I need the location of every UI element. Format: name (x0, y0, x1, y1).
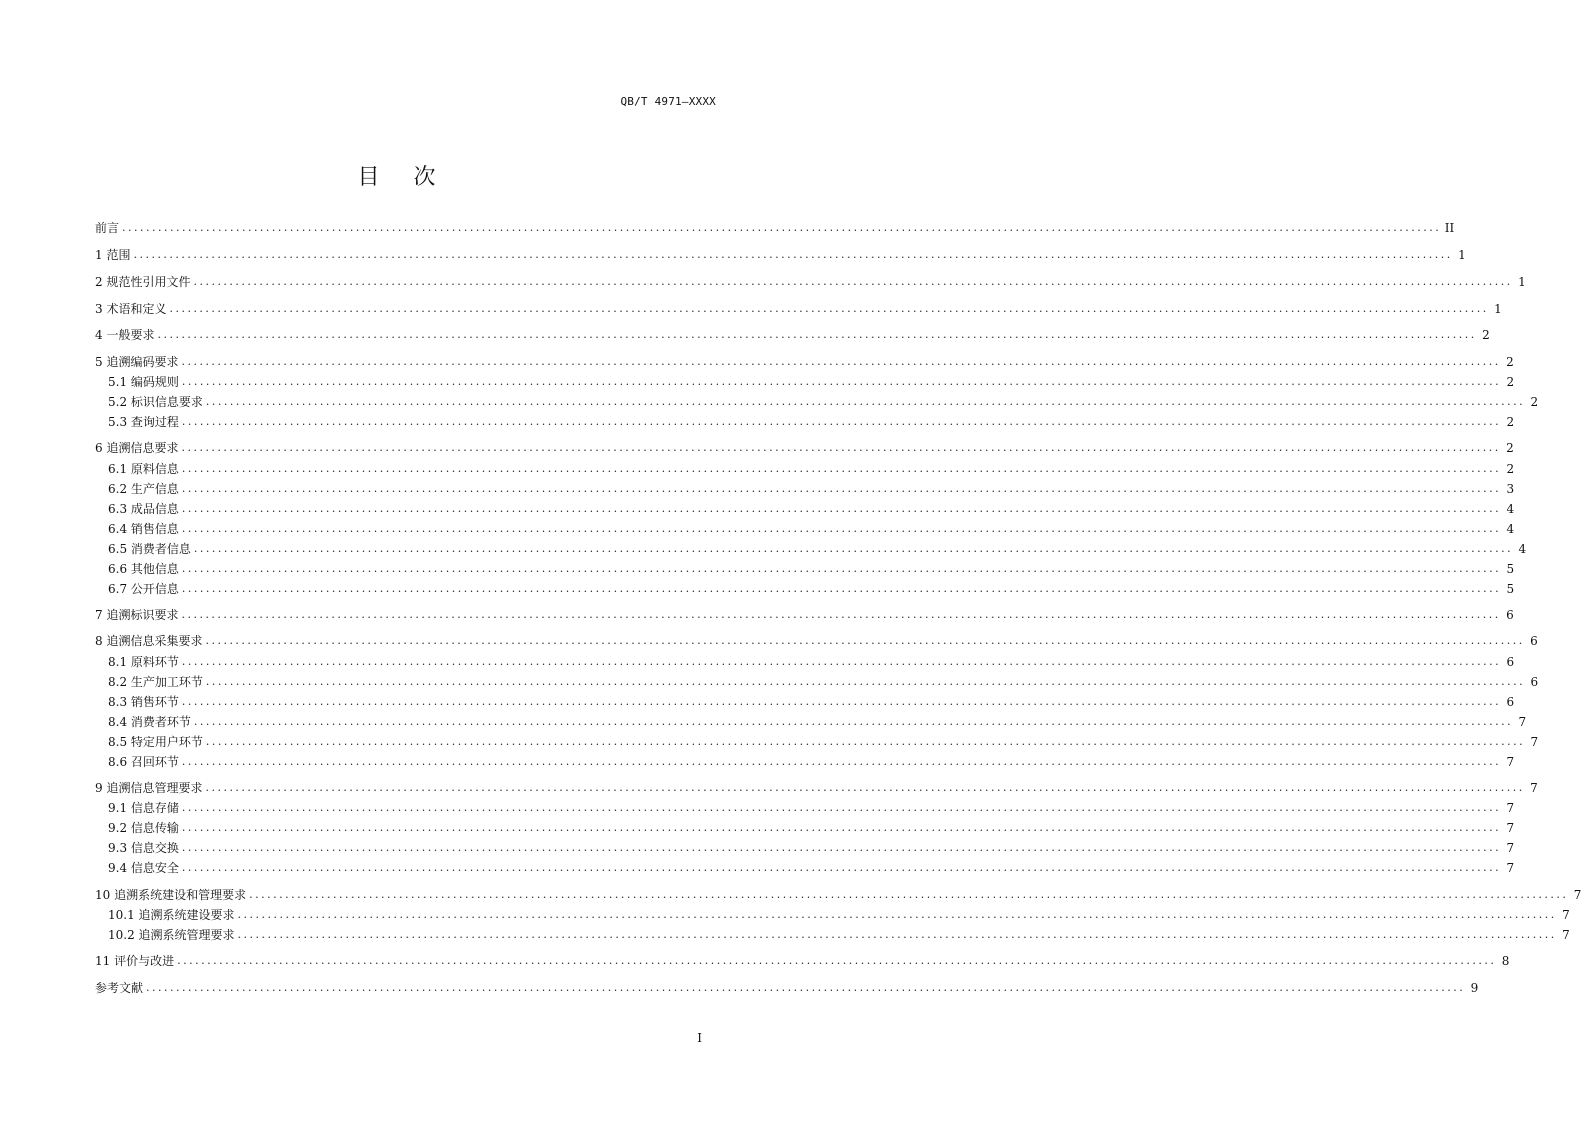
toc-subentry[interactable] (95, 818, 1515, 838)
dot-leader: ............................................................................................................................................................................................................................ (205, 675, 1526, 688)
toc-subentry[interactable] (95, 499, 1515, 519)
toc-entry-label: 6.6 其他信息 (108, 562, 179, 576)
toc-entry-page: 2 (1506, 355, 1514, 369)
toc-entry-label: 9.2 信息传输 (108, 821, 179, 835)
dot-leader: ............................................................................................................................................................................................................................ (181, 841, 1502, 854)
dot-leader: ............................................................................................................................................................................................................................ (193, 275, 1513, 288)
toc-entry-page: 6 (1506, 655, 1515, 669)
dot-leader: ............................................................................................................................................................................................................................ (237, 908, 1557, 921)
toc-entry-page: 6 (1506, 695, 1515, 709)
dot-leader: ............................................................................................................................................................................................................................ (181, 502, 1502, 515)
toc-subentry[interactable] (95, 559, 1515, 579)
toc-entry-page: 7 (1506, 861, 1515, 875)
toc-subentry[interactable] (95, 925, 1570, 945)
toc-entry-label: 10.2 追溯系统管理要求 (108, 928, 235, 942)
toc-entry-label: 6 追溯信息要求 (95, 441, 179, 455)
dot-leader: ............................................................................................................................................................................................................................ (181, 861, 1502, 874)
toc-entry-label: 5.3 查询过程 (108, 415, 179, 429)
toc-entry-page: 8 (1501, 954, 1510, 968)
toc-entry-label: 参考文献 (95, 981, 144, 995)
toc-entry-page: 5 (1506, 582, 1515, 596)
toc-entry-label: 8.5 特定用户环节 (108, 735, 203, 749)
dot-leader: ............................................................................................................................................................................................................................ (181, 482, 1502, 495)
toc-subentry[interactable] (95, 479, 1515, 499)
toc-subentry[interactable] (95, 372, 1515, 392)
page-number: I (697, 1031, 702, 1045)
dot-leader: ............................................................................................................................................................................................................................ (181, 441, 1501, 454)
toc-entry-page: 1 (1494, 302, 1502, 316)
toc-entry-page: 7 (1573, 888, 1581, 902)
toc-entry[interactable] (95, 438, 1514, 458)
toc-entry-label: 8.2 生产加工环节 (108, 675, 203, 689)
toc-entry-page: 6 (1506, 608, 1514, 622)
toc-entry[interactable] (95, 245, 1466, 265)
toc-entry-page: 7 (1530, 781, 1538, 795)
dot-leader: ............................................................................................................................................................................................................................ (249, 888, 1569, 901)
dot-leader: ............................................................................................................................................................................................................................ (146, 981, 1466, 994)
toc-entry[interactable] (95, 605, 1514, 625)
toc-entry[interactable] (95, 352, 1514, 372)
toc-entry-label: 8.1 原料环节 (108, 655, 179, 669)
toc-subentry[interactable] (95, 732, 1539, 752)
dot-leader: ............................................................................................................................................................................................................................ (157, 328, 1477, 341)
toc-entry-page: II (1444, 221, 1455, 235)
toc-entry-label: 9.1 信息存储 (108, 801, 179, 815)
toc-entry[interactable] (95, 325, 1490, 345)
document-code: QB/T 4971—XXXX (620, 95, 716, 108)
toc-subentry[interactable] (95, 652, 1515, 672)
toc-subentry[interactable] (95, 392, 1539, 412)
dot-leader: ............................................................................................................................................................................................................................ (193, 542, 1514, 555)
toc-subentry[interactable] (95, 459, 1515, 479)
toc-entry[interactable] (95, 885, 1581, 905)
toc-entry-page: 2 (1506, 441, 1514, 455)
dot-leader: ............................................................................................................................................................................................................................ (181, 582, 1502, 595)
toc-entry-label: 6.3 成品信息 (108, 502, 179, 516)
dot-leader: ............................................................................................................................................................................................................................ (205, 634, 1525, 647)
dot-leader: ............................................................................................................................................................................................................................ (181, 415, 1502, 428)
toc-entry-page: 6 (1530, 675, 1539, 689)
toc-entry[interactable] (95, 951, 1510, 971)
toc-entry-page: 4 (1518, 542, 1527, 556)
toc-subentry[interactable] (95, 798, 1515, 818)
toc-entry-label: 6.1 原料信息 (108, 462, 179, 476)
toc-entry-page: 2 (1506, 375, 1515, 389)
dot-leader: ............................................................................................................................................................................................................................ (169, 302, 1489, 315)
toc-subentry[interactable] (95, 539, 1527, 559)
toc-entry-label: 11 评价与改进 (95, 954, 175, 968)
dot-leader: ............................................................................................................................................................................................................................ (181, 462, 1502, 475)
dot-leader: ............................................................................................................................................................................................................................ (181, 801, 1502, 814)
toc-entry-label: 6.7 公开信息 (108, 582, 179, 596)
toc-entry-page: 4 (1506, 502, 1515, 516)
toc-entry-page: 2 (1506, 462, 1515, 476)
toc-subentry[interactable] (95, 712, 1527, 732)
toc-entry-label: 1 范围 (95, 248, 131, 262)
toc-entry-page: 7 (1506, 801, 1515, 815)
toc-entry-label: 6.4 销售信息 (108, 522, 179, 536)
toc-entry-label: 3 术语和定义 (95, 302, 167, 316)
toc-entry-page: 7 (1506, 821, 1515, 835)
toc-entry-label: 5.2 标识信息要求 (108, 395, 203, 409)
dot-leader: ............................................................................................................................................................................................................................ (133, 248, 1453, 261)
toc-entry-page: 6 (1530, 634, 1538, 648)
toc-entry-label: 10 追溯系统建设和管理要求 (95, 888, 247, 902)
toc-entry-label: 6.2 生产信息 (108, 482, 179, 496)
toc-entry-label: 8.3 销售环节 (108, 695, 179, 709)
toc-entry-label: 7 追溯标识要求 (95, 608, 179, 622)
toc-entry-label: 9.4 信息安全 (108, 861, 179, 875)
toc-subentry[interactable] (95, 838, 1515, 858)
toc-entry-page: 1 (1458, 248, 1466, 262)
dot-leader: ............................................................................................................................................................................................................................ (177, 954, 1497, 967)
dot-leader: ............................................................................................................................................................................................................................ (122, 221, 1442, 234)
dot-leader: ............................................................................................................................................................................................................................ (205, 395, 1526, 408)
toc-subentry[interactable] (95, 519, 1515, 539)
toc-entry-label: 9.3 信息交换 (108, 841, 179, 855)
toc-entry[interactable] (95, 778, 1538, 798)
toc-subentry[interactable] (95, 672, 1539, 692)
toc-entry-label: 2 规范性引用文件 (95, 275, 191, 289)
dot-leader: ............................................................................................................................................................................................................................ (181, 695, 1502, 708)
toc-subentry[interactable] (95, 412, 1515, 432)
dot-leader: ............................................................................................................................................................................................................................ (181, 355, 1501, 368)
toc-entry[interactable] (95, 218, 1455, 238)
toc-entry-page: 7 (1506, 841, 1515, 855)
toc-entry-page: 9 (1470, 981, 1479, 995)
dot-leader: ............................................................................................................................................................................................................................ (205, 781, 1525, 794)
toc-entry[interactable] (95, 978, 1479, 998)
toc-entry-label: 6.5 消费者信息 (108, 542, 191, 556)
toc-subentry[interactable] (95, 905, 1570, 925)
toc-entry-page: 3 (1506, 482, 1515, 496)
dot-leader: ............................................................................................................................................................................................................................ (181, 755, 1502, 768)
toc-entry-page: 7 (1562, 928, 1570, 942)
toc-entry-page: 1 (1518, 275, 1526, 289)
toc-entry[interactable] (95, 299, 1502, 319)
toc-entry-label: 8.6 召回环节 (108, 755, 179, 769)
dot-leader: ............................................................................................................................................................................................................................ (181, 608, 1501, 621)
toc-entry[interactable] (95, 631, 1538, 651)
toc-entry[interactable] (95, 272, 1526, 292)
toc-entry-page: 7 (1562, 908, 1570, 922)
toc-entry-label: 5 追溯编码要求 (95, 355, 179, 369)
toc-entry-label: 9 追溯信息管理要求 (95, 781, 203, 795)
toc-entry-label: 8.4 消费者环节 (108, 715, 191, 729)
toc-entry-label: 4 一般要求 (95, 328, 155, 342)
page-title: 目次 (357, 165, 470, 190)
dot-leader: ............................................................................................................................................................................................................................ (181, 375, 1502, 388)
toc-entry-label: 5.1 编码规则 (108, 375, 179, 389)
dot-leader: ............................................................................................................................................................................................................................ (193, 715, 1514, 728)
toc-entry-page: 7 (1506, 755, 1515, 769)
toc-subentry[interactable] (95, 752, 1515, 772)
dot-leader: ............................................................................................................................................................................................................................ (181, 522, 1502, 535)
toc-entry-page: 7 (1530, 735, 1539, 749)
toc-entry-label: 前言 (95, 221, 120, 235)
toc-entry-page: 4 (1506, 522, 1515, 536)
toc-subentry[interactable] (95, 858, 1515, 878)
dot-leader: ............................................................................................................................................................................................................................ (205, 735, 1526, 748)
dot-leader: ............................................................................................................................................................................................................................ (181, 655, 1502, 668)
toc-subentry[interactable] (95, 692, 1515, 712)
toc-subentry[interactable] (95, 579, 1515, 599)
toc-entry-page: 7 (1518, 715, 1527, 729)
dot-leader: ............................................................................................................................................................................................................................ (237, 928, 1557, 941)
toc-entry-page: 5 (1506, 562, 1515, 576)
toc-entry-label: 10.1 追溯系统建设要求 (108, 908, 235, 922)
toc-entry-page: 2 (1482, 328, 1490, 342)
dot-leader: ............................................................................................................................................................................................................................ (181, 821, 1502, 834)
dot-leader: ............................................................................................................................................................................................................................ (181, 562, 1502, 575)
toc-entry-page: 2 (1506, 415, 1515, 429)
toc-entry-page: 2 (1530, 395, 1539, 409)
toc-entry-label: 8 追溯信息采集要求 (95, 634, 203, 648)
